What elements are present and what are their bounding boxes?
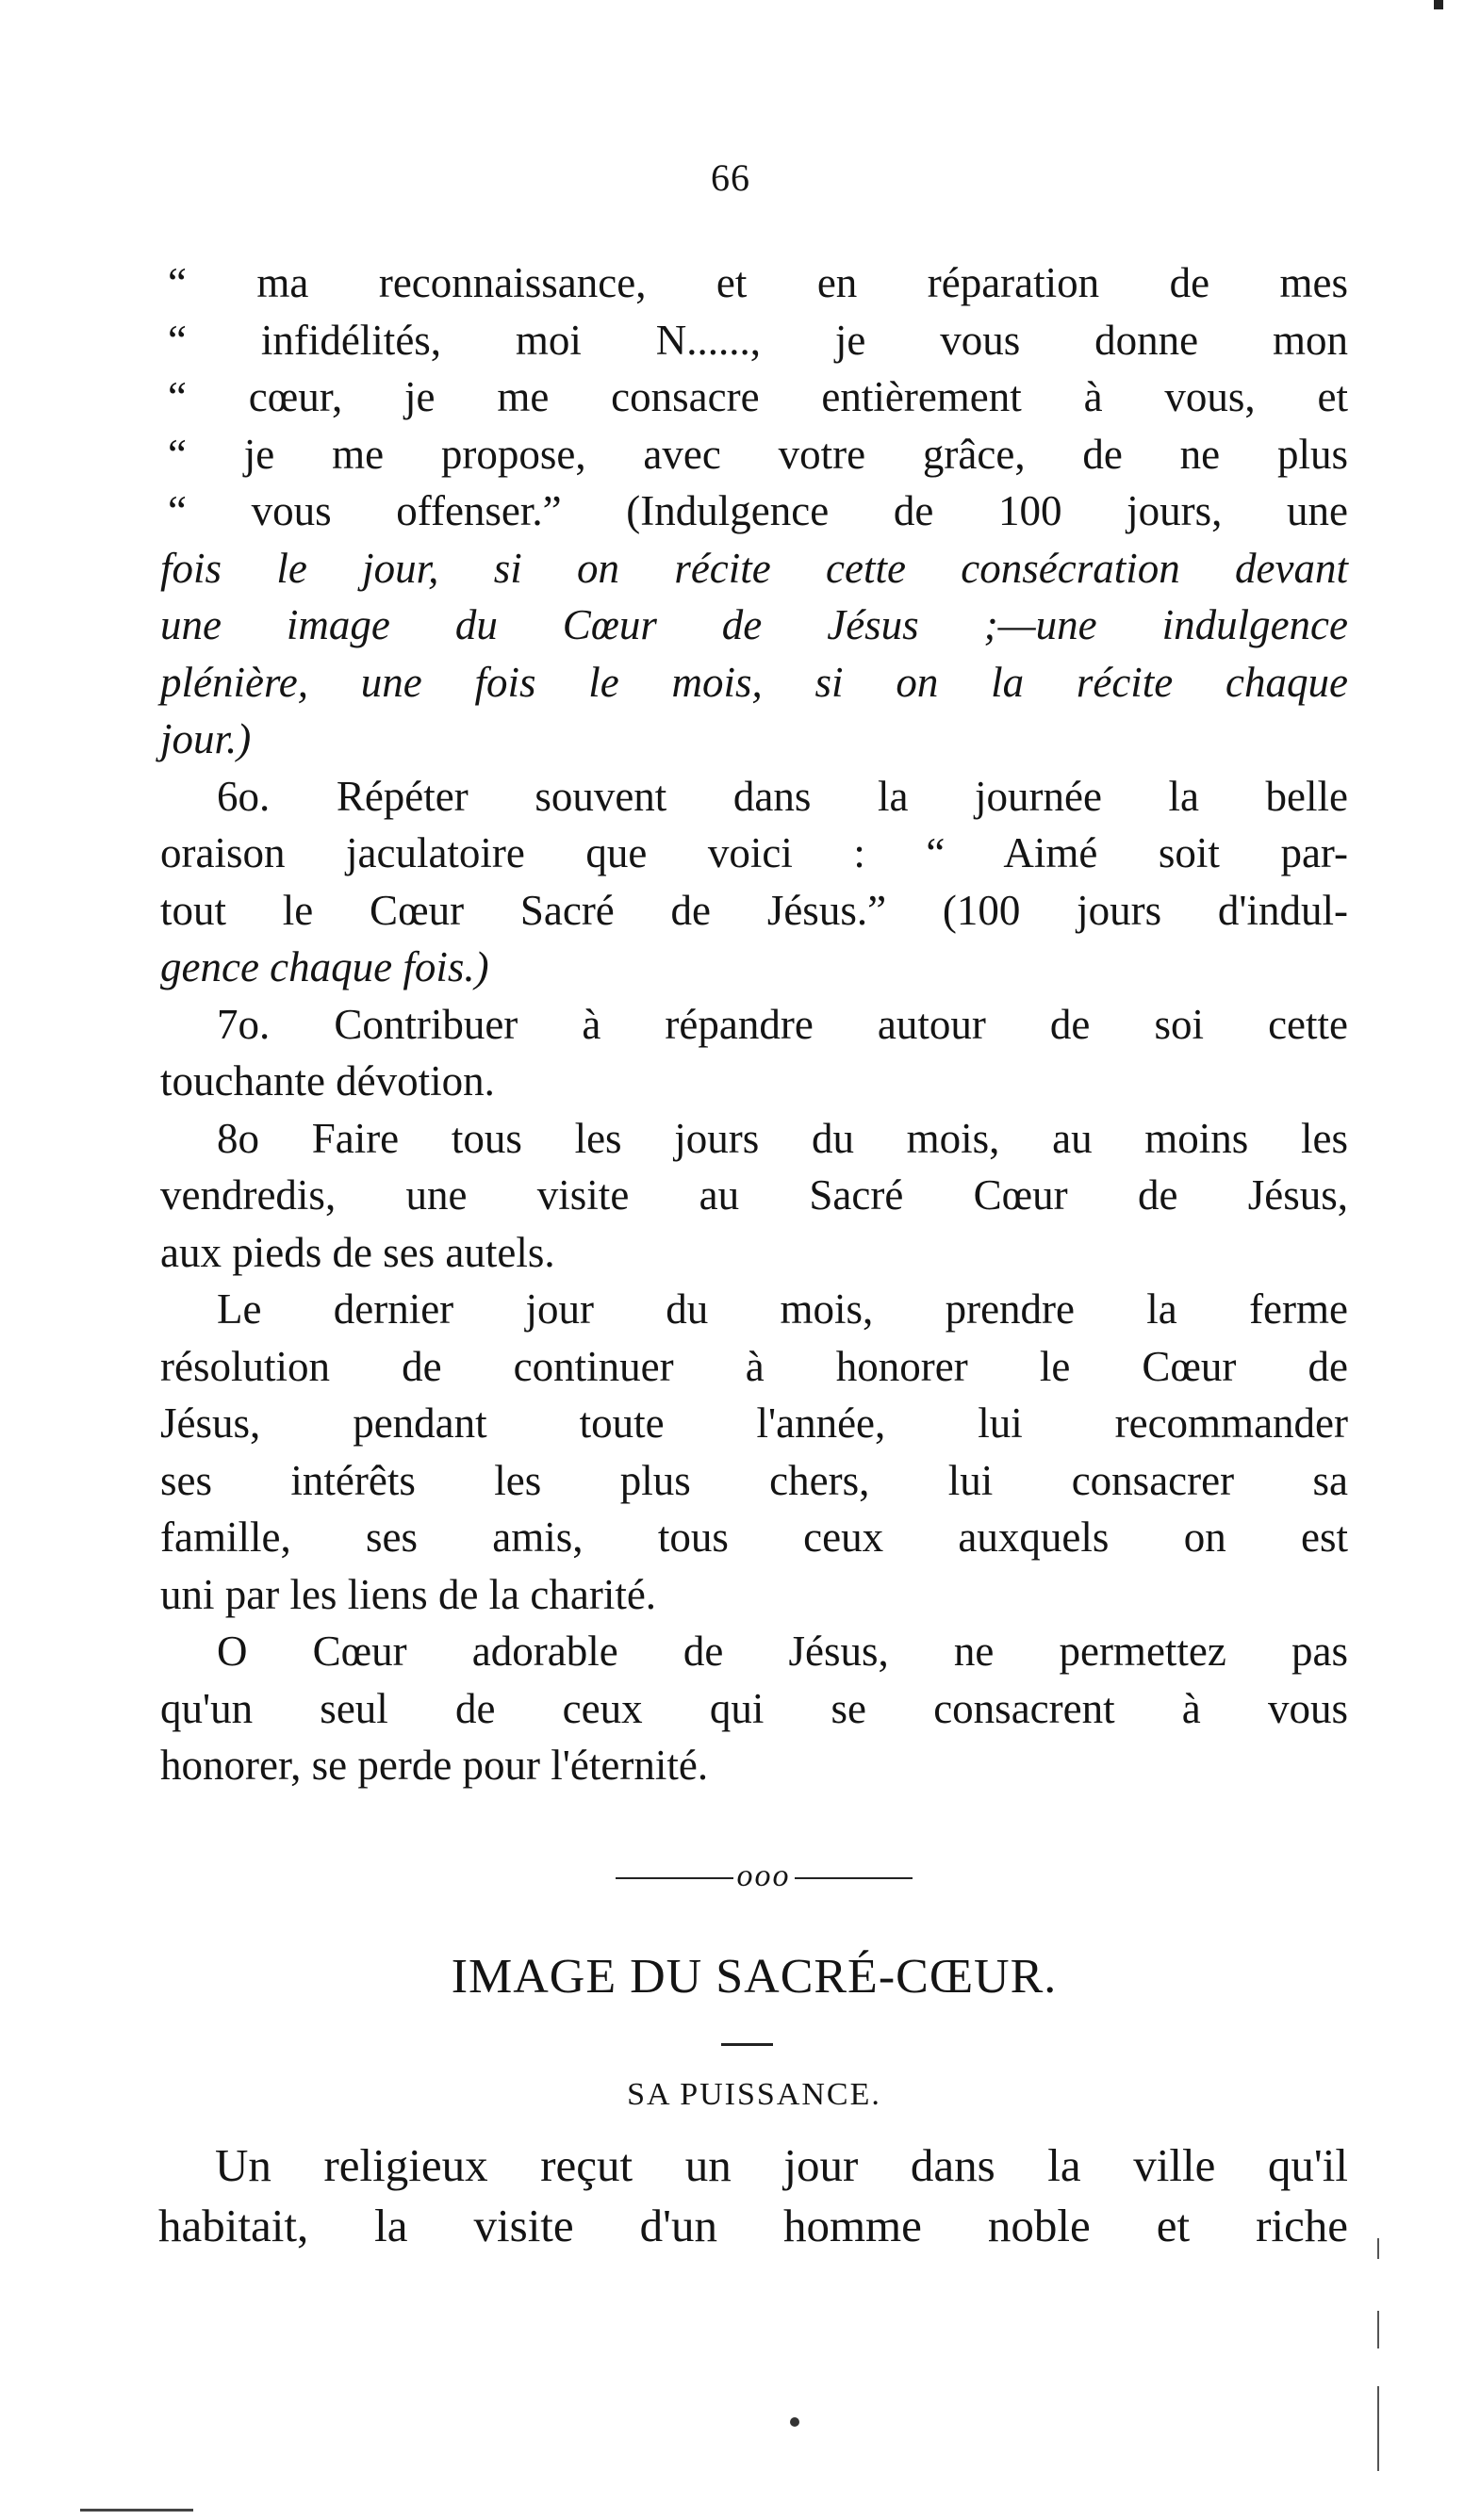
text-line: “ vous offenser.” (Indulgence de 100 jours, une: [168, 487, 1348, 534]
text-line: gence chaque fois.): [160, 943, 489, 990]
text-line: qu'un seul de ceux qui se consacrent à vous: [160, 1684, 1348, 1732]
text-line: “ infidélités, moi N......, je vous donne mon: [168, 316, 1348, 364]
section-subtitle: SA PUISSANCE.: [627, 2077, 881, 2112]
text-line: honorer, se perde pour l'éternité.: [160, 1742, 709, 1789]
text-line: uni par les liens de la charité.: [160, 1570, 657, 1618]
section-separator: [566, 1858, 962, 1894]
text-line: 7o. Contribuer à répandre autour de soi cette: [217, 1000, 1348, 1048]
scan-corner-mark: [1434, 0, 1443, 9]
text-line: habitait, la visite d'un homme noble et riche: [158, 2200, 1348, 2251]
text-line: touchante dévotion.: [160, 1057, 495, 1105]
text-line: Un religieux reçut un jour dans la ville qu'il: [215, 2139, 1348, 2191]
text-line: fois le jour, si on récite cette consécration devant: [160, 544, 1348, 592]
text-line: 8o Faire tous les jours du mois, au moins les: [217, 1114, 1348, 1162]
separator-rule-left: [616, 1877, 733, 1879]
text-line: “ je me propose, avec votre grâce, de ne plus: [168, 430, 1348, 478]
text-line: tout le Cœur Sacré de Jésus.” (100 jours d'indul-: [160, 886, 1348, 934]
text-line: Jésus, pendant toute l'année, lui recommander: [160, 1399, 1348, 1447]
text-line: famille, ses amis, tous ceux auxquels on est: [160, 1514, 1348, 1561]
text-line: oraison jaculatoire que voici : “ Aimé soit par-: [160, 829, 1348, 876]
section-title: IMAGE DU SACRÉ-CŒUR.: [451, 1950, 1058, 2004]
scan-edge-mark: [1377, 2238, 1379, 2259]
scan-foot-mark: [80, 2509, 193, 2512]
text-line: O Cœur adorable de Jésus, ne permettez pas: [217, 1628, 1348, 1675]
body-text: [160, 254, 1348, 1794]
text-line: jour.): [160, 715, 252, 762]
title-rule: [721, 2043, 773, 2046]
closing-text: [158, 2135, 1348, 2256]
text-line: aux pieds de ses autels.: [160, 1228, 555, 1276]
text-line: ses intérêts les plus chers, lui consacrer sa: [160, 1456, 1348, 1504]
separator-rule-right: [795, 1877, 913, 1879]
text-line: “ cœur, je me consacre entièrement à vous, et: [168, 373, 1348, 420]
text-line: 6o. Répéter souvent dans la journée la belle: [217, 772, 1348, 820]
separator-ornament: ooo: [736, 1858, 791, 1893]
page-number: 66: [711, 156, 750, 199]
text-line: une image du Cœur de Jésus ;—une indulgence: [160, 601, 1348, 648]
scan-edge-mark: [1377, 2386, 1379, 2471]
text-line: résolution de continuer à honorer le Cœur de: [160, 1342, 1348, 1390]
scan-edge-mark: [1377, 2311, 1379, 2348]
text-line: Le dernier jour du mois, prendre la ferme: [217, 1285, 1348, 1333]
text-line: plénière, une fois le mois, si on la récite chaque: [160, 658, 1348, 706]
text-line: “ ma reconnaissance, et en réparation de mes: [168, 259, 1348, 306]
text-line: vendredis, une visite au Sacré Cœur de Jésus,: [160, 1171, 1348, 1219]
scan-speck: [790, 2417, 799, 2427]
